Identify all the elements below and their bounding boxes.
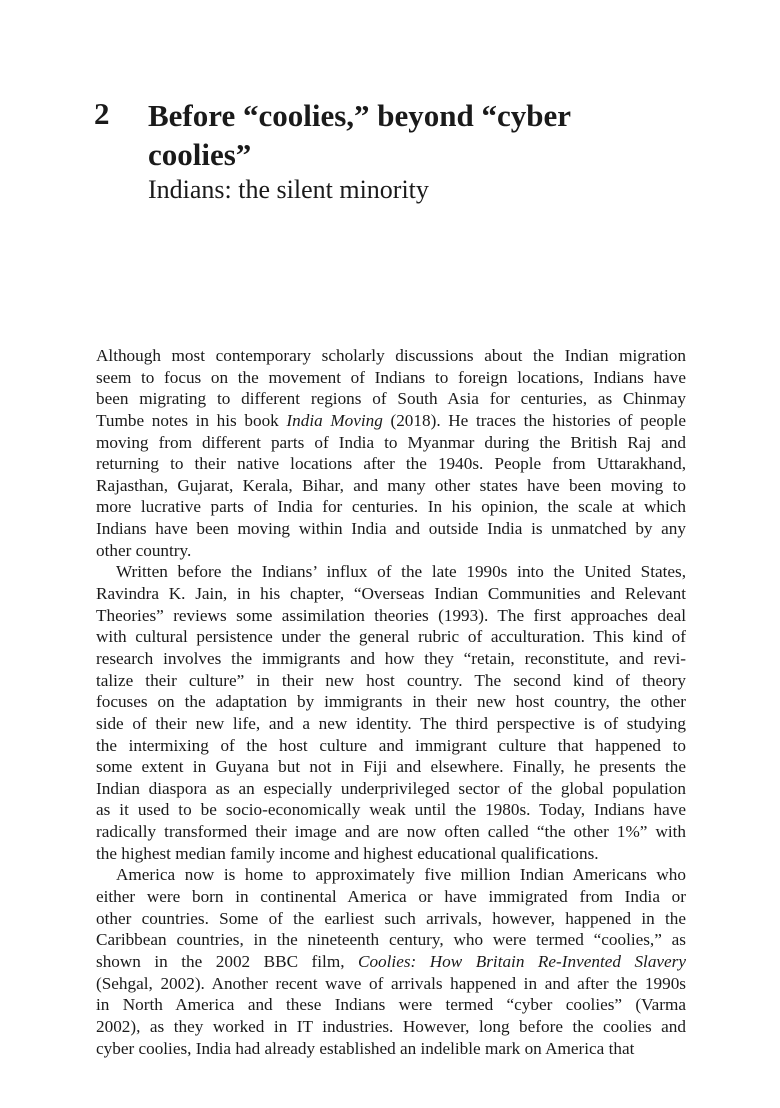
line-content [96, 714, 686, 733]
text-line [96, 496, 686, 518]
line-content [96, 671, 686, 690]
chapter-number: 2 [94, 96, 110, 131]
text-line [96, 410, 686, 432]
chapter-subtitle: Indians: the silent minority [148, 175, 429, 204]
body-text [96, 345, 686, 1059]
chapter-title [148, 96, 708, 174]
text-segment: in North America and these Indians were termed “cyber coolies” (Varma [96, 995, 686, 1015]
text-line [96, 1016, 686, 1038]
text-segment: Theories” reviews some assimilation theories (1993). The first approaches deal [96, 605, 686, 625]
text-segment: seem to focus on the movement of Indians to foreign locations, Indians have [96, 367, 686, 387]
text-line [96, 973, 686, 995]
text-line [96, 475, 686, 497]
line-content [96, 844, 599, 863]
text-line [96, 799, 686, 821]
text-segment: (2018). He traces the histories of people [382, 410, 686, 430]
text-segment: Caribbean countries, in the nineteenth century, who were termed “coolies,” as [96, 930, 686, 950]
text-segment: (Sehgal, 2002). Another recent wave of arrivals happened in and after the 1990s [96, 973, 686, 993]
text-segment: Rajasthan, Gujarat, Kerala, Bihar, and many other states have been moving to [96, 475, 686, 495]
line-content [96, 1039, 634, 1058]
line-content [96, 757, 686, 776]
text-segment: Tumbe notes in his book [96, 410, 287, 430]
text-line [96, 951, 686, 973]
line-content [96, 692, 686, 711]
italic-title: India Moving [286, 410, 383, 430]
text-segment: been migrating to different regions of South Asia for centuries, as Chinmay [96, 389, 686, 409]
text-segment: with cultural persistence under the general rubric of acculturation. This kind of [96, 627, 686, 647]
text-segment: other country. [96, 540, 192, 560]
line-content [96, 497, 686, 516]
line-content [96, 541, 191, 560]
text-line [96, 561, 686, 583]
line-content [96, 389, 686, 408]
text-line [96, 756, 686, 778]
paragraph [96, 864, 686, 1059]
line-content [96, 346, 686, 365]
line-content [96, 800, 686, 819]
text-segment: moving from different parts of India to Myanmar during the British Raj and [96, 432, 686, 452]
text-segment: more lucrative parts of India for centuries. In his opinion, the scale at which [96, 497, 686, 517]
text-line [96, 713, 686, 735]
text-segment: side of their new life, and a new identity. The third perspective is of studying [96, 713, 686, 733]
text-line [96, 1038, 686, 1060]
text-line [96, 908, 686, 930]
italic-title: Coolies: How Britain Re-Invented Slavery [358, 951, 686, 971]
text-segment: Indians have been moving within India and outside India is unmatched by any [96, 519, 686, 539]
text-segment: America now is home to approximately five million Indian Americans who [116, 865, 686, 885]
paragraph [96, 345, 686, 561]
line-content [96, 736, 686, 755]
chapter-title-line: coolies” [148, 137, 252, 172]
chapter-title-line: Before “coolies,” beyond “cyber [148, 98, 572, 133]
line-content [116, 865, 686, 884]
text-line [96, 843, 686, 865]
text-line [96, 453, 686, 475]
text-segment: some extent in Guyana but not in Fiji and elsewhere. Finally, he presents the [96, 757, 686, 777]
line-content [96, 909, 686, 928]
text-segment: Although most contemporary scholarly discussions about the Indian migration [96, 346, 686, 365]
text-segment: the highest median family income and highest educational qualifications. [96, 843, 599, 863]
line-content [96, 822, 686, 841]
line-content [96, 779, 686, 798]
line-content [96, 995, 686, 1014]
text-segment: the intermixing of the host culture and immigrant culture that happened to [96, 735, 686, 755]
text-segment: cyber coolies, India had already established an indelible mark on America that [96, 1038, 635, 1058]
line-content [96, 411, 686, 430]
text-segment: either were born in continental America or have immigrated from India or [96, 887, 686, 907]
line-content [96, 454, 686, 473]
text-line [96, 994, 686, 1016]
text-segment: returning to their native locations after the 1940s. People from Uttarakhand, [96, 454, 686, 474]
text-segment: shown in the 2002 BBC film, [96, 951, 358, 971]
line-content [96, 1017, 686, 1036]
text-line [96, 605, 686, 627]
line-content [96, 584, 686, 603]
text-line [96, 648, 686, 670]
text-segment: other countries. Some of the earliest such arrivals, however, happened in the [96, 908, 686, 928]
line-content [96, 627, 686, 646]
text-line [96, 886, 686, 908]
line-content [96, 476, 686, 495]
text-line [96, 691, 686, 713]
text-segment: radically transformed their image and are now often called “the other 1%” with [96, 822, 686, 842]
text-segment: focuses on the adaptation by immigrants in their new host country, the other [96, 692, 686, 712]
text-line [96, 367, 686, 389]
line-content [96, 649, 686, 668]
text-line [96, 670, 686, 692]
text-line [96, 388, 686, 410]
text-line [96, 518, 686, 540]
paragraph [96, 561, 686, 864]
line-content [96, 433, 686, 452]
line-content [96, 519, 686, 538]
line-content [116, 562, 686, 581]
text-segment: Indian diaspora as an especially underprivileged sector of the global population [96, 778, 686, 798]
line-content [96, 887, 686, 906]
text-line [96, 929, 686, 951]
line-content [96, 368, 686, 387]
text-line [96, 626, 686, 648]
text-segment: Ravindra K. Jain, in his chapter, “Overseas Indian Communities and Relevant [96, 584, 686, 604]
text-line [96, 540, 686, 562]
text-line [96, 583, 686, 605]
text-line [96, 735, 686, 757]
text-segment: as it used to be socio-economically weak until the 1980s. Today, Indians have [96, 800, 686, 820]
text-line [96, 821, 686, 843]
line-content [96, 606, 686, 625]
text-segment: talize their culture” in their new host country. The second kind of theory [96, 670, 686, 690]
line-content [96, 952, 686, 971]
text-line [96, 864, 686, 886]
text-line [96, 345, 686, 367]
text-segment: research involves the immigrants and how they “retain, reconstitute, and revi- [96, 648, 686, 668]
text-line [96, 778, 686, 800]
text-line [96, 432, 686, 454]
line-content [96, 974, 686, 993]
line-content [96, 930, 686, 949]
text-segment: 2002), as they worked in IT industries. However, long before the coolies and [96, 1016, 686, 1036]
text-segment: Written before the Indians’ influx of the late 1990s into the United States, [116, 562, 686, 582]
